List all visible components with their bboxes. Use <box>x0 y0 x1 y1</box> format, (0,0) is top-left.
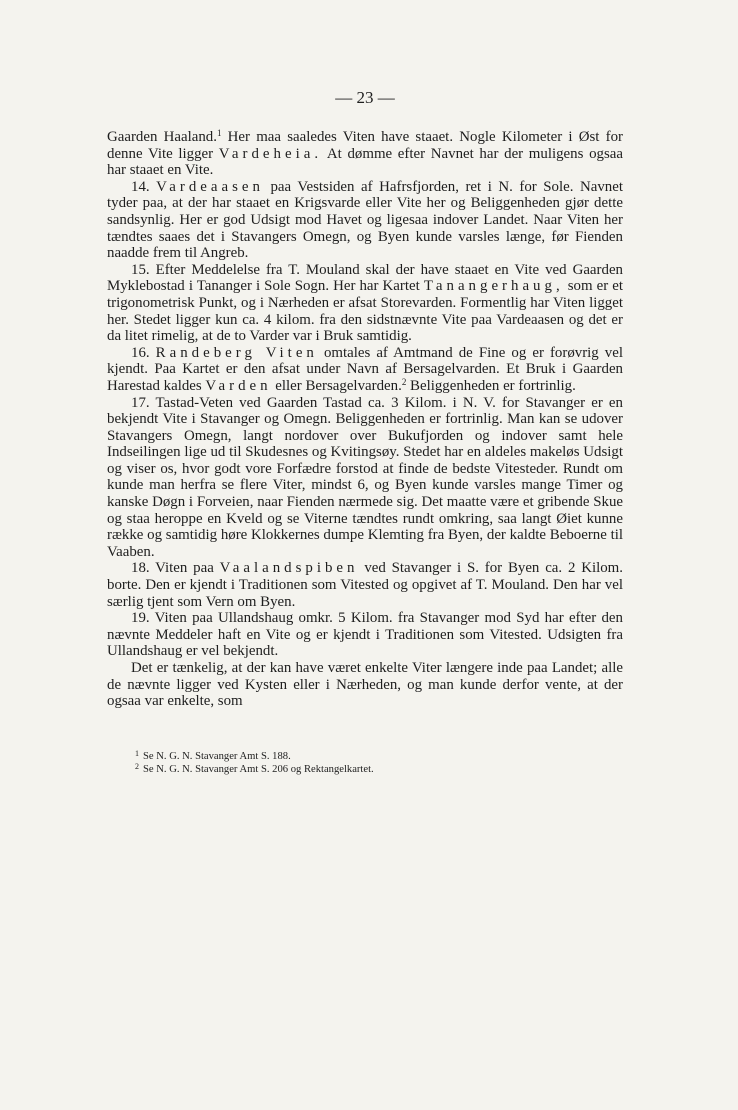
footnotes <box>107 750 623 776</box>
spaced-emphasis-text: Varden <box>205 377 272 394</box>
text-run: paa Vestsiden af Hafrsfjorden, ret i N. for Sole. Navnet tyder paa, at der har staaet en Krigsvarde eller Vite her og Beliggenheden gjør dette sandsynlig. Her er god Udsigt mod Havet og ligesaa indover Landet. Naar Viten her tændtes saaes det i Stavangers Omegn, og Byen kunde varsles længe, før Fienden naadde frem til Angreb. <box>107 178 624 262</box>
paragraph <box>107 262 623 345</box>
text-run: 17. Tastad-Veten ved Gaarden Tastad ca. 3 Kilom. i N. V. for Stavanger er en bekjendt Vite i Stavanger og Omegn. Beliggenheden er fortrinlig. Man kan se udover Stavangers Omegn, langt nordover over Bukufjorden og indover samt hele Indseilingen lige ud til Skudesnes og Kvitingsøy. Stedet har en aldeles makeløs Udsigt og viser os, hvor godt vore Forfædre forstod at finde de bedste Vitesteder. Rundt om kunde man herfra se flere Viter, mindst 6, og Byen kunde varsles mange Timer og kanske Døgn i Forveien, naar Fienden nærmede sig. Det maatte være et gribende Skue og staa heroppe en Kveld og se Viterne tændtes rundt omkring, saa langt Øiet kunne række og samtidig høre Klokkernes dumpe Klemting fra Byen, der kaldte Beboerne til Vaaben. <box>107 394 623 560</box>
text-run: omtales af Amtmand de Fine og er forøvrig vel kjendt. Paa Kartet er den afsat under Navn af Bersagelvarden. Et Bruk i Gaarden Harestad kaldes <box>107 344 623 394</box>
paragraph <box>107 129 623 179</box>
text-run: At dømme efter Navnet har der muligens ogsaa har staaet en Vite. <box>107 145 623 179</box>
footnote-reference: 1 <box>216 128 222 138</box>
footnote-text: Se N. G. N. Stavanger Amt S. 206 og Rektangelkartet. <box>143 763 374 775</box>
footnote-text: Se N. G. N. Stavanger Amt S. 188. <box>143 750 291 762</box>
text-run: 15. Efter Meddelelse fra T. Mouland skal der have staaet en Vite ved Gaarden Myklebostad i Tananger i Sole Sogn. Her har Kartet <box>107 261 623 295</box>
paragraph <box>107 660 623 710</box>
text-run: Her maa saaledes Viten have staaet. Nogle Kilometer i Øst for denne Vite ligger <box>107 129 623 162</box>
paragraph <box>107 179 623 262</box>
spaced-emphasis-text: Vardeaasen <box>156 178 264 195</box>
spaced-emphasis-text: Vaalandspiben <box>219 560 359 577</box>
paragraph <box>107 345 623 395</box>
text-run: eller Bersagelvarden. <box>271 377 402 394</box>
text-run: 14. <box>131 178 157 195</box>
paragraph <box>107 610 623 660</box>
text-run: Gaarden Haaland. <box>107 129 217 145</box>
footnote-reference: 2 <box>401 376 407 387</box>
spaced-emphasis-text: Tanangerhaug, <box>423 278 564 295</box>
text-run: 16. <box>131 344 156 361</box>
text-run: som er et trigonometrisk Punkt, og i Nærheden er afsat Storevarden. Formentlig har Viten ligget her. Stedet ligger kun ca. 4 kilom. fra den sidstnævnte Vite paa Vardeaasen og det er da litet rimelig, at de to Varder var i Bruk samtidig. <box>107 278 623 345</box>
footnote <box>135 750 623 763</box>
text-run: 18. Viten paa <box>131 560 220 577</box>
text-run: 19. Viten paa Ullandshaug omkr. 5 Kilom. fra Stavanger mod Syd har efter den nævnte Meddeler haft en Vite og er kjendt i Traditionen som Vitested. Udsigten fra Ullandshaug er vel bekjendt. <box>107 610 623 660</box>
spaced-emphasis-text: Randeberg Viten <box>155 344 318 361</box>
body-text <box>107 129 623 710</box>
text-run: ved Stavanger i S. for Byen ca. 2 Kilom. borte. Den er kjendt i Traditionen som Vitested og opgivet af T. Mouland. Den har vel særlig tjent som Vern om Byen. <box>107 560 623 610</box>
footnote-mark: 1 <box>135 748 139 758</box>
text-run: Beliggenheden er fortrinlig. <box>406 377 576 394</box>
paragraph <box>107 560 623 610</box>
footnote-mark: 2 <box>135 761 139 771</box>
text-run: Det er tænkelig, at der kan have været enkelte Viter længere inde paa Landet; alle de nævnte ligger ved Kysten eller i Nærheden, og man kunde derfor vente, at der ogsaa var enkelte, som <box>107 660 623 710</box>
paragraph <box>107 395 623 561</box>
spaced-emphasis-text: Vardeheia. <box>218 145 323 162</box>
page-number: — 23 — <box>335 88 395 107</box>
footnote <box>135 763 623 776</box>
